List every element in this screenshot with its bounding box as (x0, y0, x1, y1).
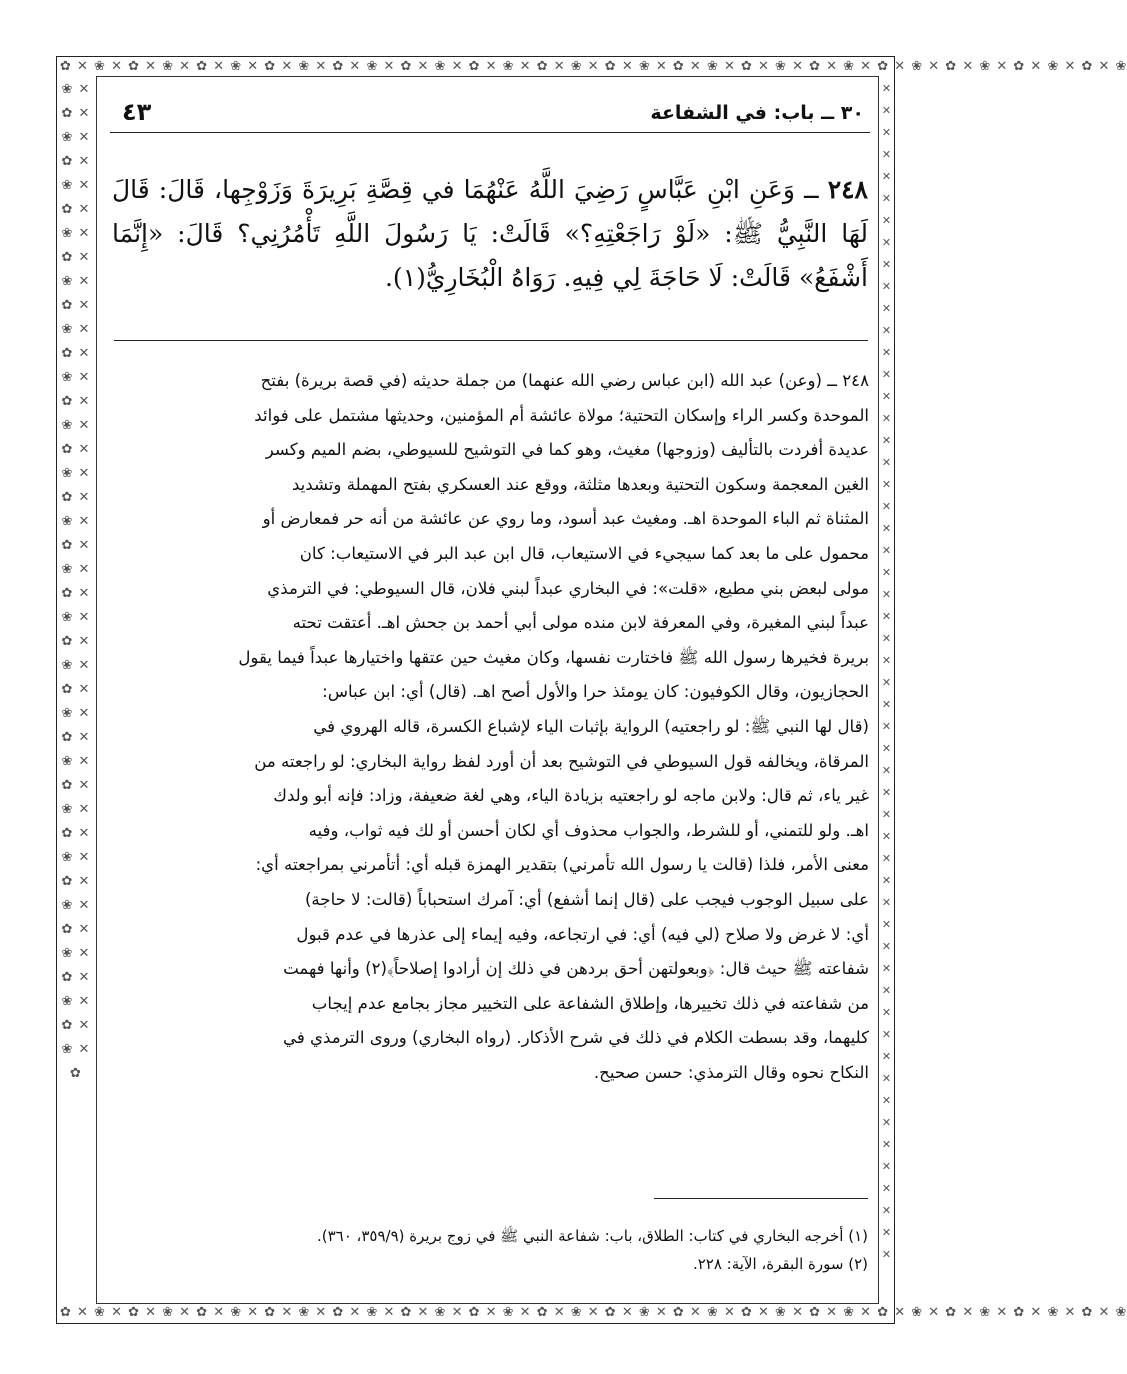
footnote-1: (١) أخرجه البخاري في كتاب: الطلاق، باب: شفاعة النبي ﷺ في زوج بريرة (٣٥٩/٩، ٣٦٠). (316, 1227, 868, 1245)
commentary-line: بريرة فخيرها رسول الله ﷺ فاختارت نفسها، وكان مغيث حين عتقها واختيارها عبداً فيما يقول (238, 647, 869, 667)
hadith-line: لَا حَاجَةَ لِي فِيهِ. رَوَاهُ الْبُخَارِيُّ(١). (384, 263, 723, 292)
commentary-line: المثناة ثم الباء الموحدة اهـ. ومغيث عبد أسود، وما روي عن عائشة من أنه حر فمعارض أو (262, 509, 869, 529)
page-number: ٤٣ (122, 98, 152, 126)
ornament-border-left: ❀ ✕ ✿ ✕ ❀ ✕ ✿ ✕ ❀ ✕ ✿ ✕ ❀ ✕ ✿ ✕ ❀ ✕ ✿ ✕ ❀ ✕ ✿ ✕ ❀ ✕ ✿ ✕ ❀ ✕ ✿ ✕ ❀ ✕ ✿ ✕ ❀ ✕ ✿ ✕ ❀ ✕ ✿ ✕ ❀ ✕ ✿ ✕ ❀ ✕ ✿ ✕ ❀ ✕ ✿ ✕ ❀ ✕ ✿ ✕ ❀ ✕ ✿ ✕ ❀ ✕ ✿ ✕ ❀ ✕ ✿ ✕ ❀ ✕ ✿ ✕ ❀ ✕ ✿ ✕ ❀ ✕ ✿ (61, 82, 91, 1081)
commentary-line: المرقاة، ويخالفه قول السيوطي في التوشيح بعد أن أورد لفظ رواية البخاري: لو راجعته من (254, 751, 869, 771)
commentary-line: مولى لبعض بني مطيع، «قلت»: في البخاري عبداً لبني فلان، قال السيوطي: في الترمذي (267, 578, 869, 598)
commentary-line: غير ياء، ثم قال: ولابن ماجه لو راجعتيه بزيادة الياء، وهي لغة ضعيفة، وزاد: فإنه أبو ولدك (273, 786, 869, 806)
commentary-line: الغين المعجمة وسكون التحتية وبعدها مثلثة، ووقع عند العسكري بفتح المهملة وتشديد (291, 474, 869, 494)
commentary-line: على سبيل الوجوب فيجب على (قال إنما أشفع) أي: آمرك استحباباً (قالت: لا حاجة) (304, 889, 869, 909)
commentary-line: ٢٤٨ ــ (وعن) عبد الله (ابن عباس رضي الله عنهما) من جملة حديثه (في قصة بريرة) بفتح (260, 371, 869, 390)
hadith-text (112, 168, 868, 300)
ornament-border-right: ✕ ✕ ✕ ✕ ✕ ✕ ✕ ✕ ✕ ✕ ✕ ✕ ✕ ✕ ✕ ✕ ✕ ✕ ✕ ✕ ✕ ✕ ✕ ✕ ✕ ✕ ✕ ✕ ✕ ✕ ✕ ✕ ✕ ✕ ✕ ✕ ✕ ✕ ✕ ✕ ✕ ✕ ✕ ✕ ✕ ✕ ✕ ✕ ✕ ✕ ✕ ✕ ✕ ✕ (881, 82, 893, 1261)
commentary-line: من شفاعته في ذلك تخييرها، وإطلاق الشفاعة على التخيير مجاز بجامع عدم إيجاب (311, 993, 869, 1013)
chapter-title: ٣٠ ــ باب: في الشفاعة (650, 102, 864, 124)
hadith-line: ــ وَعَنِ ابْنِ عَبَّاسٍ رَضِيَ اللَّهُ عَنْهُمَا في قِصَّةِ بَرِيرَةَ وَزَوْجِها، قَالَ: قَالَ لَهَا (112, 175, 868, 248)
commentary-line: محمول على ما بعد كما سيجيء في الاستيعاب، قال ابن عبد البر في الاستيعاب: كان (299, 543, 869, 563)
footnote-divider (654, 1198, 868, 1199)
commentary-line: أي: لا غرض ولا صلاح (لي فيه) أي: في ارتجاعه، وفيه إيماء إلى عذرها في عدم قبول (296, 924, 869, 944)
commentary-text (112, 364, 869, 1090)
footnotes (112, 1222, 868, 1278)
section-divider (114, 340, 868, 341)
footnote-2: (٢) سورة البقرة، الآية: ٢٢٨. (692, 1255, 868, 1273)
commentary-line: عبداً لبني المغيرة، وفي المعرفة لابن منده مولى أبي أحمد بن جحش اهـ. أعتقت تحته (292, 613, 869, 633)
commentary-line: (قال لها النبي ﷺ: لو راجعتيه) الرواية بإثبات الياء لإشباع الكسرة، قاله الهروي في (313, 716, 869, 736)
commentary-line: عديدة أفردت بالتأليف (وزوجها) مغيث، وهو كما في التوشيح للسيوطي، بضم الميم وكسر (265, 440, 869, 460)
commentary-line: اهـ. ولو للتمني، أو للشرط، والجواب محذوف أي لكان أحسن أو لك فيه ثواب، وفيه (308, 820, 869, 840)
page-header (110, 98, 870, 133)
ornament-border-top: ✿ ✕ ❀ ✕ ✿ ✕ ❀ ✕ ✿ ✕ ❀ ✕ ✿ ✕ ❀ ✕ ✿ ✕ ❀ ✕ ✿ ✕ ❀ ✕ ✿ ✕ ❀ ✕ ✿ ✕ ❀ ✕ ✿ ✕ ❀ ✕ ✿ ✕ ❀ ✕ ✿ ✕ ❀ ✕ ✿ ✕ ❀ ✕ ✿ ✕ ❀ ✕ ✿ ✕ ❀ ✕ ✿ ✕ ❀ ✕ ✿ ✕ ❀ (60, 59, 1127, 74)
commentary-line: معنى الأمر، فلذا (قالت يا رسول الله تأمرني) بتقدير الهمزة قبله أي: أتأمرني بمراجعته أي: (255, 855, 869, 875)
commentary-line: كليهما، وقد بسطت الكلام في ذلك في شرح الأذكار. (رواه البخاري) وروى الترمذي في (283, 1028, 869, 1048)
commentary-line: النكاح نحوه وقال الترمذي: حسن صحيح. (593, 1062, 869, 1082)
commentary-line: الموحدة وكسر الراء وإسكان التحتية؛ مولاة عائشة أم المؤمنين، وحديثها مشتمل على فوائد (254, 405, 869, 425)
hadith-number: ٢٤٨ (827, 175, 868, 204)
commentary-line: شفاعته ﷺ حيث قال: ﴿وبعولتهن أحق بردهن في ذلك إن أرادوا إصلاحاً﴾(٢) وأنها فهمت (283, 959, 869, 979)
ornament-border-bottom: ✿ ✕ ❀ ✕ ✿ ✕ ❀ ✕ ✿ ✕ ❀ ✕ ✿ ✕ ❀ ✕ ✿ ✕ ❀ ✕ ✿ ✕ ❀ ✕ ✿ ✕ ❀ ✕ ✿ ✕ ❀ ✕ ✿ ✕ ❀ ✕ ✿ ✕ ❀ ✕ ✿ ✕ ❀ ✕ ✿ ✕ ❀ ✕ ✿ ✕ ❀ ✕ ✿ ✕ ❀ ✕ ✿ ✕ ❀ ✕ ✿ ✕ ❀ (60, 1305, 1127, 1320)
hadith-line: النَّبِيُّ ﷺ: «لَوْ رَاجَعْتِهِ؟» قَالَتْ: يَا رَسُولَ اللَّهِ تَأْمُرُنِي؟ قَالَ: «إِنَّمَا أَشْفَعُ» قَالَتْ: (112, 219, 868, 292)
commentary-line: الحجازيون، وقال الكوفيون: كان يومئذ حرا والأول أصح اهـ. (قال) أي: ابن عباس: (322, 682, 869, 702)
